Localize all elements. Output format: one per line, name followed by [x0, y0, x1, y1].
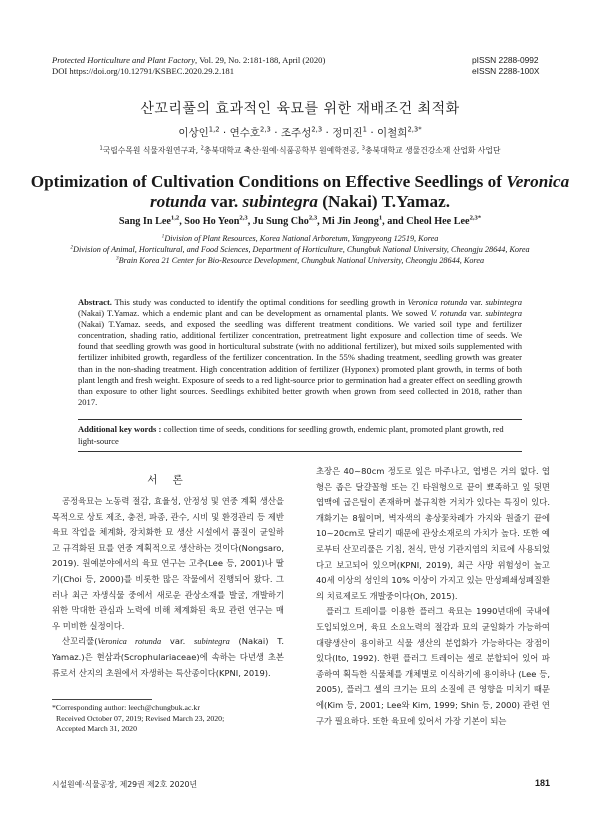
english-affiliations [40, 233, 560, 266]
affiliation [40, 244, 560, 255]
author-separator: · [270, 127, 281, 139]
affil-sup: 3 [115, 255, 119, 262]
affil-sup: 2 [200, 145, 204, 152]
title-species: Veronica rotunda [149, 172, 570, 211]
author: Soo Ho Yeon [184, 216, 240, 227]
footnotes [52, 703, 292, 735]
paragraph-text: var. [161, 636, 195, 647]
affil-text: Division of Animal, Horticultural, and Food Sciences, Department of Horticulture, Chungbuk National University, Cheongju 28644, Korea [73, 245, 530, 254]
author: and Cheol Hee Lee [387, 216, 470, 227]
author: Sang In Lee [118, 216, 171, 227]
author: 이철희 [377, 127, 408, 139]
footnote-divider [52, 699, 152, 700]
eissn: eISSN 2288-100X [472, 66, 540, 76]
author: 연수호 [229, 127, 261, 139]
page-footer [52, 779, 550, 790]
abstract-text: This study was conducted to identify the optimal conditions for seedling growth in [111, 297, 408, 307]
affil-text: Brain Korea 21 Center for Bio-Resource Development, Chungbuk National University, Cheongju 28644, Korea [118, 256, 485, 265]
author-separator: · [322, 127, 333, 139]
affil-text: Division of Plant Resources, Korea National Arboretum, Yangpyeong 12519, Korea [164, 234, 439, 243]
author-sup: 2,3 [260, 125, 271, 134]
abstract-species: V. rotunda [430, 308, 467, 319]
journal-citation [52, 55, 392, 77]
left-column [52, 494, 284, 681]
abstract-species: Veronica rotunda [407, 297, 468, 307]
received-date: Received October 07, 2019; Revised March 23, 2020; [56, 713, 225, 723]
author-separator: · [366, 127, 377, 139]
korean-title: 산꼬리풀의 효과적인 육묘를 위한 재배조건 최적화 [140, 101, 460, 117]
affiliation [40, 255, 560, 266]
korean-authors [0, 125, 600, 140]
author: 정미진 [332, 127, 363, 139]
title-species: subintegra [242, 192, 318, 211]
affiliation [40, 233, 560, 244]
affil-sup: 3 [361, 145, 366, 152]
author-sup: 1 [378, 214, 383, 222]
english-authors: Sang In Lee$^{1,2}$, Soo Ho Yeon$^{2,3}$, Ju Sung Cho$^{2,3}$, Mi Jin Jeong$^1$, and Cheol Hee Lee$^{2,3*}$ [118, 214, 482, 227]
abstract-species: subintegra [485, 308, 522, 319]
right-column [316, 464, 550, 729]
korean-affiliations [0, 145, 600, 156]
author-sup: 2,3 [311, 125, 323, 134]
accepted-date: Accepted March 31, 2020 [56, 724, 137, 733]
author: Mi Jin Jeong [322, 216, 379, 227]
author-sup: 1,2 [170, 214, 180, 222]
affiliation: 충북대학교 축산·원예·식품공학부 원예학전공, [203, 146, 362, 155]
author-separator: · [219, 127, 230, 139]
author: 조주성 [280, 127, 312, 139]
author: Ju Sung Cho [252, 216, 309, 227]
title-text: var. [206, 192, 243, 211]
keywords-text: collection time of seeds, conditions for seedling growth, endemic plant, promoted plant growth, red light-source [78, 424, 504, 446]
paragraph-text: (Nakai) T. Yamaz.)은 현삼과(Scrophulariaceae)에 속하는 다년생 초본류로서 산지의 초원에서 자생하는 특산종이다(KPNI, 2019). [52, 636, 285, 678]
doi[interactable]: DOI https://doi.org/10.12791/KSBEC.2020.29.2.181 [52, 66, 234, 76]
page-number: 181 [534, 778, 550, 788]
english-title [30, 172, 570, 212]
affiliation: 충북대학교 생물건강소재 산업화 사업단 [365, 146, 501, 155]
paragraph [52, 634, 284, 681]
author-sup: 2,3* [469, 214, 482, 222]
abstract [78, 297, 522, 408]
author-sup: 1,2 [208, 125, 220, 134]
section-title-introduction: 서 론 [147, 474, 189, 486]
affiliation: 국립수목원 식물자원연구과, [102, 146, 201, 155]
title-text: Optimization of Cultivation Conditions on Effective Seedlings of [30, 172, 507, 191]
journal-name: Protected Horticulture and Plant Factory [52, 55, 196, 65]
journal-volume: , Vol. 29, No. 2:181-188, April (2020) [195, 55, 326, 65]
keywords-divider [78, 451, 522, 452]
abstract-text: (Nakai) T.Yamaz. which a endemic plant and can be development as ornamental plants. We sowed [78, 308, 431, 319]
keywords-label: Additional key words : [78, 424, 162, 434]
abstract-text: var. [466, 308, 486, 319]
abstract-species: subintegra [485, 297, 522, 307]
paragraph: 공정육묘는 노동력 절감, 효율성, 안정성 및 연중 계획 생산을 목적으로 상토 제조, 충전, 파종, 관수, 시비 및 환경관리 등 제반 육묘 작업을 체계화, 장치화한 묘 생산 시설에서 품질이 균일하고 규격화된 묘를 연중 계획적으로 생산하는 것이다(Nongsaro, 2019). 원예분야에서의 육묘 연구는 고추(Lee 등, 2001)나 딸기(Choi 등, 2000)를 비롯한 많은 작물에서 진행되어 왔다. 그러나 최근 자생식물 중에서 새로운 관상소재를 발굴, 개발하기 위한 막대한 관심과 노력에 비해 체계화된 육묘 관련 연구는 매우 미비한 실정이다. [52, 496, 284, 631]
author-sup: 2,3* [407, 125, 422, 134]
species-name: Veronica rotunda [97, 637, 162, 647]
paragraph-text: 산꼬리풀( [62, 636, 98, 647]
paragraph: 초장은 40~80cm 정도로 잎은 마주나고, 엽병은 거의 없다. 엽형은 좁은 달걀꼴형 또는 긴 타원형으로 끝이 뾰족하고 잎 뒷면 엽맥에 굽은털이 존재하며 불규칙한 거치가 있다는 특징이 있다. 개화기는 8월이며, 벽자색의 총상꽃차례가 가지와 원줄기 끝에 10~20cm로 달리기 때문에 관상소재로의 가치가 높다. 또한 예로부터 산꼬리풀은 기침, 천식, 만성 기관지염의 치료에 사용되었다고 보고되어 있으며(KPNI, 2019), 최근 사망 위험성이 높고 40세 이상의 성인의 10% 이상이 가지고 있는 만성폐쇄성폐질환의 치료제로도 개발중이다(Oh, 2015). [316, 466, 550, 601]
keywords [78, 424, 522, 447]
abstract-divider [78, 419, 522, 420]
abstract-text: (Nakai) T.Yamaz. seeds, and exposed the seedling was different treatment conditions. We varied soil type and fertilizer concentration, shading ratio, additional fertilizer concentration, pretreatment light exposure and collection time of seeds. We found that seedling growth was good in horticultural substrate (with no additional fertilizer), but mixed soils supplemented with fertilizer inhibited growth, regardless of the fertilizer concentration. In the 55% shading treatment, seedling growth was greater than in the non-shading treatment. High concentration addition of fertilizer (Hyponex) promoted plant growth, in terms of both plant length and fresh weight. Exposure of seeds to a red light-source prior to germination had a greater effect on seedling growth than exposure to other light sources. Seedlings exhibited better growth when grown from seed collected in 2018, rather than 2017. [78, 319, 522, 407]
corresponding-author: *Corresponding author: leech@chungbuk.ac.kr [52, 703, 200, 712]
affil-sup: 1 [99, 145, 103, 152]
author-sup: 2,3 [239, 214, 248, 222]
footer-journal: 시설원예·식물공장, 제29권 제2호 2020년 [52, 780, 198, 789]
abstract-text: var. [467, 297, 486, 307]
issn-block [472, 55, 550, 77]
abstract-label: Abstract. [78, 297, 112, 307]
title-text: (Nakai) T.Yamaz. [317, 192, 451, 211]
paragraph: 플러그 트레이를 이용한 플러그 육묘는 1990년대에 국내에 도입되었으며, 육묘 소요노력의 절감과 묘의 균일화가 가능하여 대량생산이 용이하고 식물 생산의 분업화가 가능하다는 장점이 있다(Ito, 1992). 한편 플러그 트레이는 셀로 분할되어 있어 파종하여 획득한 식물체를 개체별로 이식하기에 용이하나 (Lee 등, 2005), 플러그 셀의 크기는 묘의 소질에 큰 영향을 미치기 때문에(Kim 등, 2001; Lee와 Kim, 1999; Shin 등, 2000) 관련 연구가 필요하다. 또한 육묘에 있어서 가장 기본이 되는 [316, 606, 550, 726]
species-name: subintegra [194, 637, 230, 647]
pissn: pISSN 2288-0992 [472, 55, 539, 65]
author-sup: 2,3 [308, 214, 318, 222]
affil-sup: 2 [70, 244, 74, 251]
author: 이상인 [178, 127, 209, 139]
affil-sup: 1 [161, 233, 165, 240]
author-sup: 1 [362, 125, 367, 134]
